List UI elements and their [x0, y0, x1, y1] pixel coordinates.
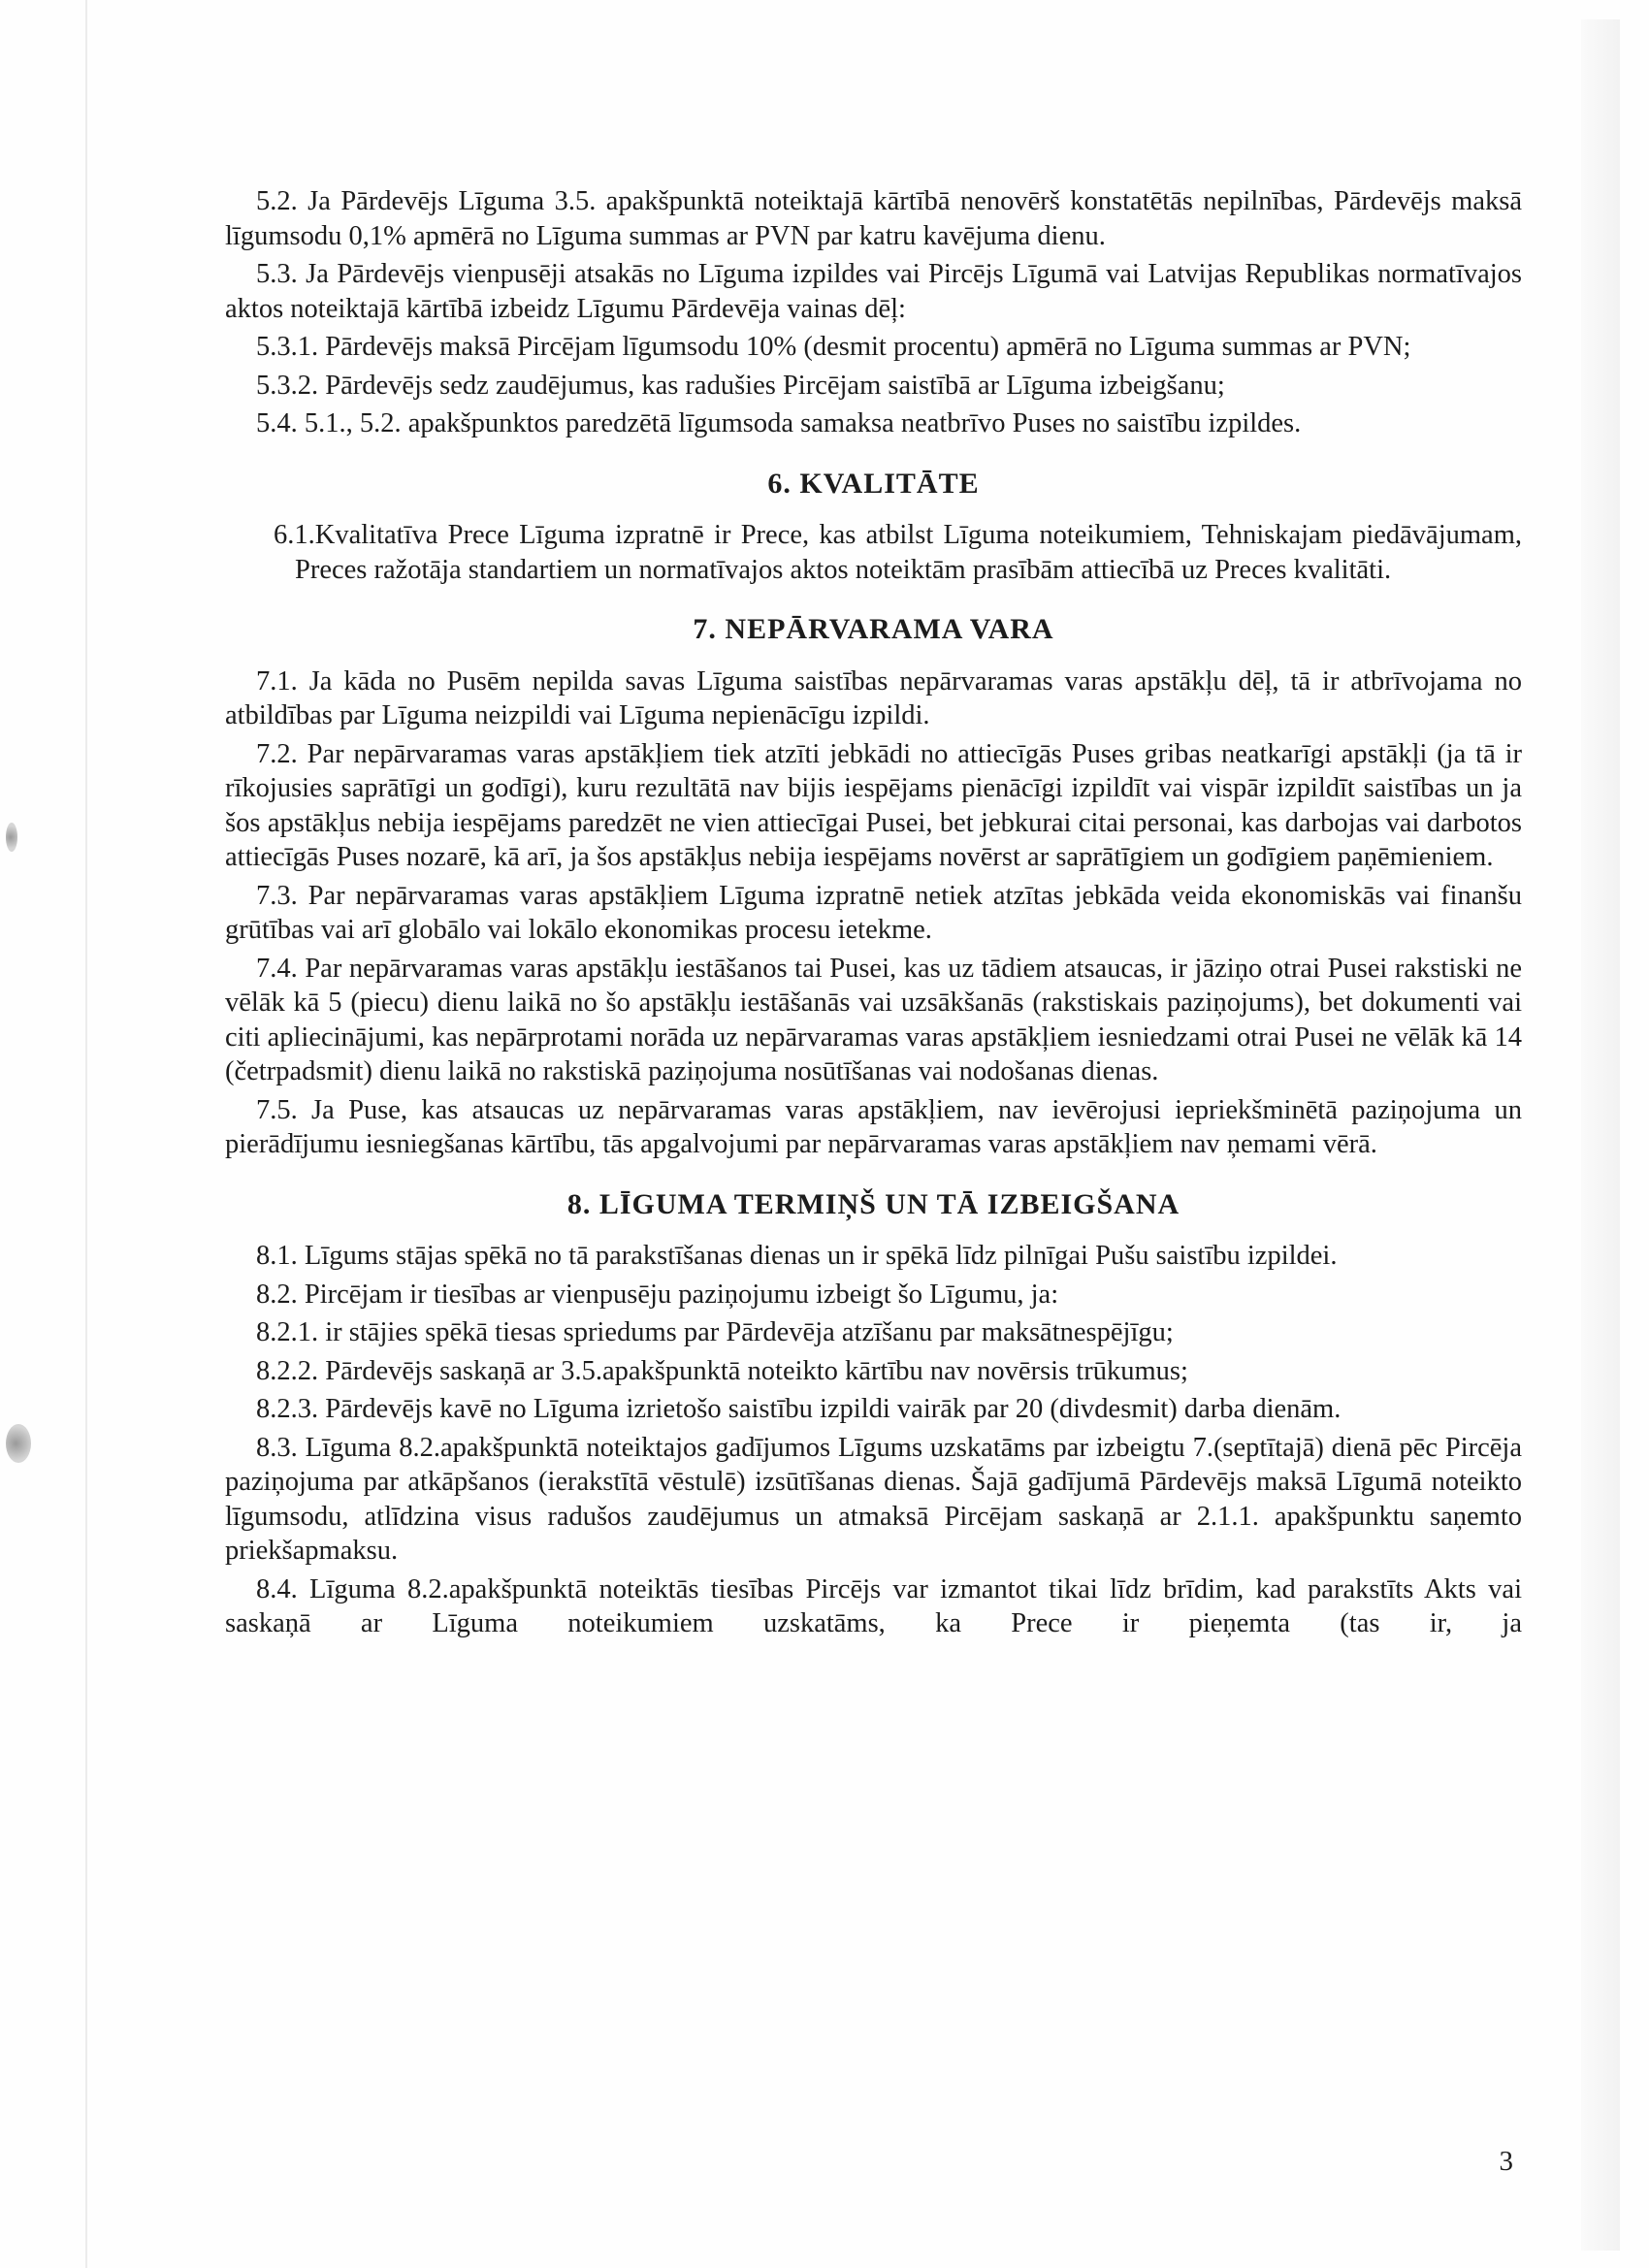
paragraph-8-3: 8.3. Līguma 8.2.apakšpunktā noteiktajos gadījumos Līgums uzskatāms par izbeigtu 7.(septītajā) dienā pēc Pircēja paziņojuma par atkāpšanos (ierakstītā vēstulē) izsūtīšanas dienas. Šajā gadījumā Pārdevējs maksā Līgumā noteikto līgumsodu, atlīdzina visus radušos zaudējumus un atmaksā Pircējam saskaņā ar 2.1.1. apakšpunktu saņemto priekšapmaksu.	[225, 1432, 1522, 1566]
paragraph-7-4: 7.4. Par nepārvaramas varas apstākļu iestāšanos tai Pusei, kas uz tādiem atsaucas, ir jāziņo otrai Pusei rakstiski ne vēlāk kā 5 (piecu) dienu laikā no šo apstākļu iestāšanās vai uzsākšanās (rakstiskais paziņojums), bet dokumenti vai citi apliecinājumi, kas nepārprotami norāda uz nepārvaramas varas apstākļiem iesniedzami otrai Pusei ne vēlāk kā 14 (četrpadsmit) dienu laikā no rakstiskā paziņojuma nosūtīšanas vai nodošanas dienas.	[225, 953, 1522, 1086]
paragraph-8-1: 8.1. Līgums stājas spēkā no tā parakstīšanas dienas un ir spēkā līdz pilnīgai Pušu saistību izpildei.	[256, 1241, 1338, 1271]
paragraph-7-2: 7.2. Par nepārvaramas varas apstākļiem tiek atzīti jebkādi no attiecīgās Puses gribas neatkarīgi apstākļi (ja tā ir rīkojusies saprātīgi un godīgi), kuru rezultātā nav bijis iespējams pienācīgi izpildīt vai vispār izpildīt saistības un ja šos apstākļus nebija iespējams paredzēt ne vien attiecīgai Pusei, bet jebkurai citai personai, kas darbojas vai darbotos attiecīgās Puses nozarē, kā arī, ja šos apstākļus nebija iespējams novērst ar saprātīgiem un godīgiem paņēmieniem.	[225, 738, 1522, 872]
paragraph-8-4: 8.4. Līguma 8.2.apakšpunktā noteiktās tiesības Pircējs var izmantot tikai līdz brīdim, kad parakstīts Akts vai saskaņā ar Līguma noteikumiem uzskatāms, ka Prece ir pieņemta (tas ir, ja	[225, 1573, 1522, 1638]
paragraph-8-2: 8.2. Pircējam ir tiesības ar vienpusēju paziņojumu izbeigt šo Līgumu, ja:	[256, 1279, 1059, 1310]
section-heading-7: 7. NEPĀRVARAMA VARA	[693, 613, 1054, 645]
paragraph-5-3-2: 5.3.2. Pārdevējs sedz zaudējumus, kas radušies Pircējam saistībā ar Līguma izbeigšanu;	[256, 370, 1225, 401]
paragraph-5-4: 5.4. 5.1., 5.2. apakšpunktos paredzētā līgumsoda samaksa neatbrīvo Puses no saistību izpildes.	[256, 408, 1302, 438]
document-body	[225, 184, 1522, 1645]
scan-shadow	[1581, 19, 1620, 2251]
paragraph-8-2-1: 8.2.1. ir stājies spēkā tiesas spriedums par Pārdevēja atzīšanu par maksātnespējīgu;	[256, 1317, 1174, 1347]
paragraph-7-3: 7.3. Par nepārvaramas varas apstākļiem Līguma izpratnē netiek atzītas jebkāda veida ekonomiskās vai finanšu grūtības vai arī globālo vai lokālo ekonomikas procesu ietekme.	[225, 880, 1522, 945]
scan-edge	[85, 0, 87, 2268]
paragraph-7-1: 7.1. Ja kāda no Pusēm nepilda savas Līguma saistības nepārvaramas varas apstākļu dēļ, tā ir atbrīvojama no atbildības par Līguma neizpildi vai Līguma nepienācīgu izpildi.	[225, 665, 1522, 730]
paragraph-8-2-2: 8.2.2. Pārdevējs saskaņā ar 3.5.apakšpunktā noteikto kārtību nav novērsis trūkumus;	[256, 1355, 1188, 1386]
paragraph-6-1: 6.1.Kvalitatīva Prece Līguma izpratnē ir Prece, kas atbilst Līguma noteikumiem, Tehniskajam piedāvājumam, Preces ražotāja standartiem un normatīvajos aktos noteiktām prasībām attiecībā uz Preces kvalitāti.	[274, 520, 1522, 585]
punch-hole	[6, 823, 17, 852]
page-number: 3	[1499, 2146, 1513, 2177]
paragraph-7-5: 7.5. Ja Puse, kas atsaucas uz nepārvaramas varas apstākļiem, nav ievērojusi iepriekšminētā paziņojuma un pierādījumu iesniegšanas kārtību, tās apgalvojumi par nepārvaramas varas apstākļiem nav ņemami vērā.	[225, 1094, 1522, 1159]
section-heading-6: 6. KVALITĀTE	[767, 467, 980, 500]
paragraph-5-2: 5.2. Ja Pārdevējs Līguma 3.5. apakšpunktā noteiktajā kārtībā nenovērš konstatētās nepilnības, Pārdevējs maksā līgumsodu 0,1% apmērā no Līguma summas ar PVN par katru kavējuma dienu.	[225, 186, 1522, 251]
punch-hole	[6, 1424, 31, 1463]
paragraph-5-3: 5.3. Ja Pārdevējs vienpusēji atsakās no Līguma izpildes vai Pircējs Līgumā vai Latvijas Republikas normatīvajos aktos noteiktajā kārtībā izbeidz Līgumu Pārdevēja vainas dēļ:	[225, 259, 1522, 324]
section-heading-8: 8. LĪGUMA TERMIŅŠ UN TĀ IZBEIGŠANA	[566, 1187, 1180, 1220]
paragraph-5-3-1: 5.3.1. Pārdevējs maksā Pircējam līgumsodu 10% (desmit procentu) apmērā no Līguma summas ar PVN;	[256, 332, 1411, 362]
paragraph-8-2-3: 8.2.3. Pārdevējs kavē no Līguma izrietošo saistību izpildi vairāk par 20 (divdesmit) darba dienām.	[256, 1394, 1342, 1424]
